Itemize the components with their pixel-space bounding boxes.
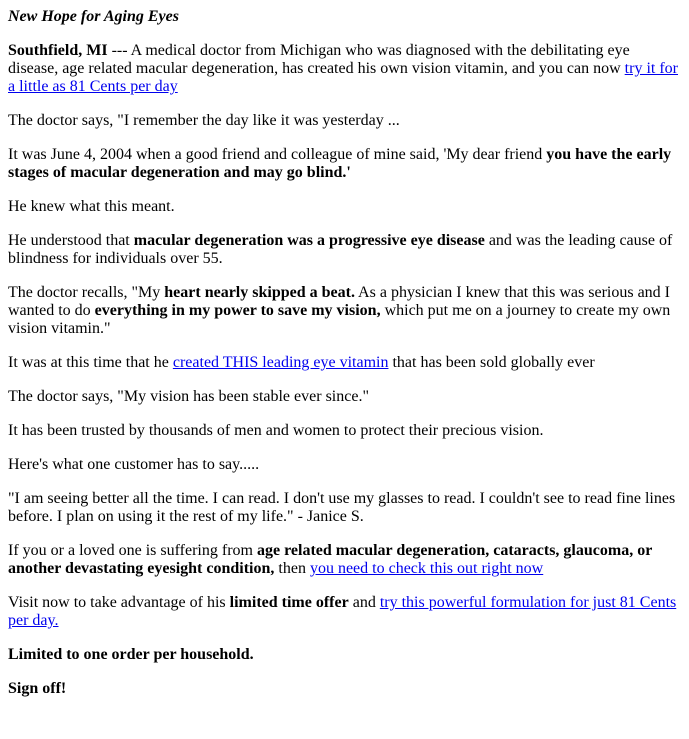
paragraph-signoff bbox=[8, 680, 681, 698]
paragraph-suffering bbox=[8, 542, 681, 578]
understood-text-after: and was the leading cause of blindness for individuals over 55. bbox=[8, 232, 673, 267]
understood-bold-disease: macular degeneration was a progressive eye disease bbox=[133, 232, 485, 249]
visit-text-2: and bbox=[348, 594, 380, 611]
link-check-this-out[interactable]: you need to check this out right now bbox=[309, 560, 544, 577]
created-text-before: It was at this time that he bbox=[8, 354, 173, 371]
suffering-bold-conditions: age related macular degeneration, cataracts, glaucoma, or another devastating eyesight condition, bbox=[8, 542, 653, 577]
limited-bold: Limited to one order per household. bbox=[8, 646, 254, 663]
intro-bold-dateline: Southfield, MI bbox=[8, 42, 108, 59]
link-powerful-formulation[interactable]: try this powerful formulation for just 81 Cents per day. bbox=[8, 594, 677, 629]
paragraph-customer bbox=[8, 456, 681, 474]
recalls-bold-heart: heart nearly skipped a beat. bbox=[164, 284, 355, 301]
paragraph-visit bbox=[8, 594, 681, 630]
recalls-bold-power: everything in my power to save my vision, bbox=[94, 302, 381, 319]
stable-text: The doctor says, "My vision has been stable ever since." bbox=[8, 388, 369, 405]
visit-text-1: Visit now to take advantage of his bbox=[8, 594, 230, 611]
remember-text: The doctor says, "I remember the day like it was yesterday ... bbox=[8, 112, 400, 129]
paragraph-created bbox=[8, 354, 681, 372]
knew-text: He knew what this meant. bbox=[8, 198, 175, 215]
signoff-bold: Sign off! bbox=[8, 680, 67, 697]
paragraph-limited bbox=[8, 646, 681, 664]
paragraph-knew bbox=[8, 198, 681, 216]
paragraph-stable bbox=[8, 388, 681, 406]
page-title: New Hope for Aging Eyes bbox=[8, 8, 179, 25]
testimonial-text: "I am seeing better all the time. I can read. I don't use my glasses to read. I couldn't see to read fine lines before. I plan on using it the rest of my life." - Janice S. bbox=[8, 490, 676, 525]
understood-text-before: He understood that bbox=[8, 232, 134, 249]
trusted-text: It has been trusted by thousands of men and women to protect their precious vision. bbox=[8, 422, 544, 439]
recalls-text-2: As a physician I knew that this was serious and I wanted to do bbox=[8, 284, 670, 319]
created-text-after: that has been sold globally ever bbox=[388, 354, 595, 371]
june-bold-diagnosis: you have the early stages of macular degeneration and may go blind.' bbox=[8, 146, 672, 181]
paragraph-remember bbox=[8, 112, 681, 130]
customer-text: Here's what one customer has to say..... bbox=[8, 456, 260, 473]
article bbox=[8, 8, 681, 698]
recalls-text-3: which put me on a journey to create my own vision vitamin." bbox=[8, 302, 671, 337]
recalls-text-1: The doctor recalls, "My bbox=[8, 284, 165, 301]
paragraph-intro bbox=[8, 42, 681, 96]
paragraph-understood bbox=[8, 232, 681, 268]
intro-text: --- A medical doctor from Michigan who was diagnosed with the debilitating eye disease, age related macular degeneration, has created his own vision vitamin, and you can now bbox=[8, 42, 630, 77]
paragraph-testimonial bbox=[8, 490, 681, 526]
june-text: It was June 4, 2004 when a good friend and colleague of mine said, 'My dear friend bbox=[8, 146, 547, 163]
suffering-text-1: If you or a loved one is suffering from bbox=[8, 542, 257, 559]
visit-bold-offer: limited time offer bbox=[229, 594, 349, 611]
suffering-text-2: then bbox=[274, 560, 310, 577]
link-try-it-81-cents[interactable]: try it for a little as 81 Cents per day bbox=[8, 60, 678, 95]
paragraph-recalls bbox=[8, 284, 681, 338]
link-created-this-vitamin[interactable]: created THIS leading eye vitamin bbox=[172, 354, 389, 371]
paragraph-trusted bbox=[8, 422, 681, 440]
paragraph-june bbox=[8, 146, 681, 182]
